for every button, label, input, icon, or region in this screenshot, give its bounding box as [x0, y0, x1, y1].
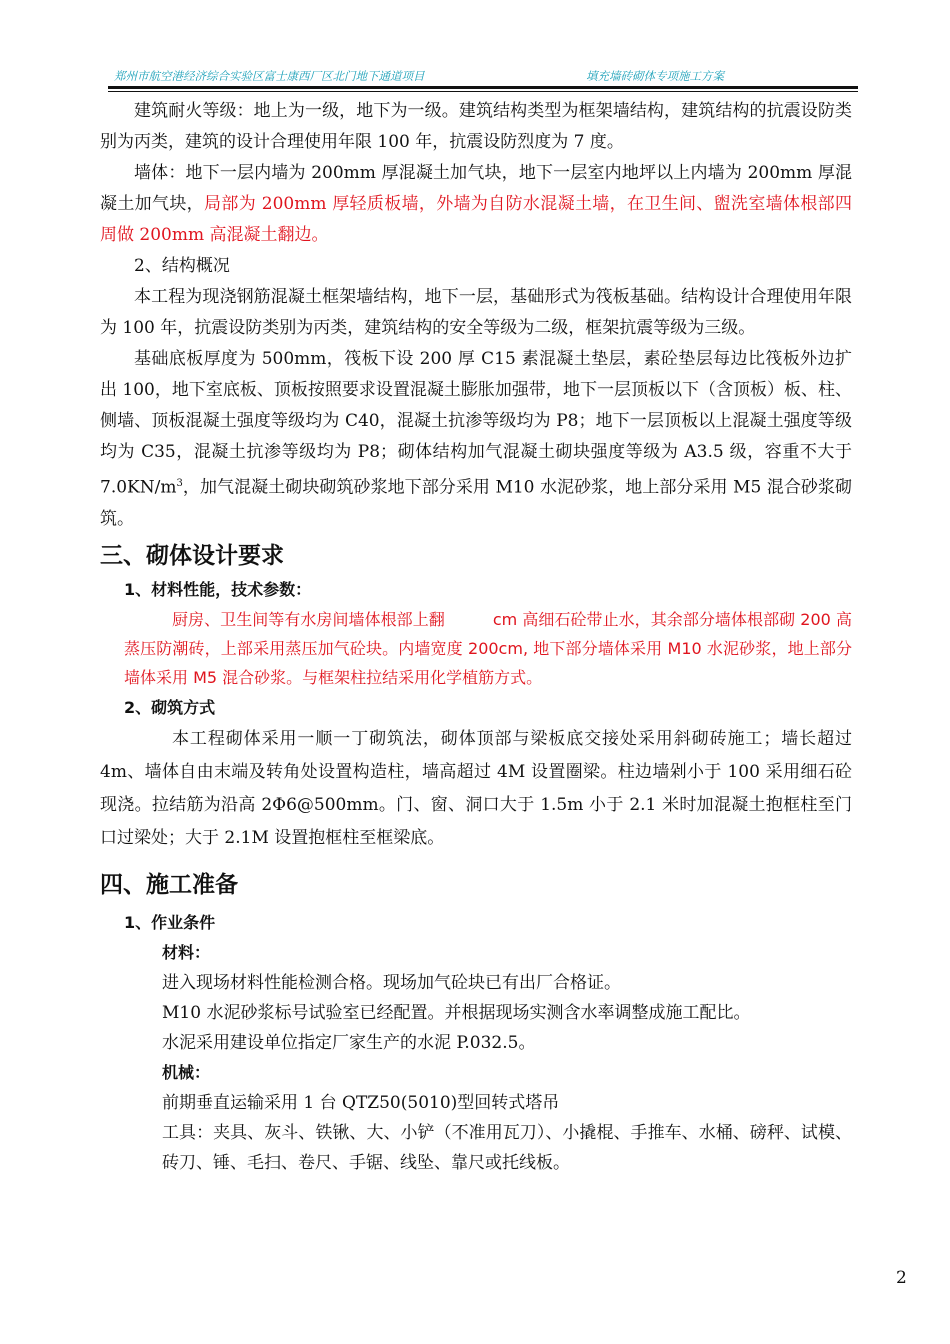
- materials-text-a: 厨房、卫生间等有水房间墙体根部上翻: [172, 609, 445, 629]
- machinery-item: 工具：夹具、灰斗、铁锹、大、小铲（不准用瓦刀）、小撬棍、手推车、水桶、磅秤、试模、砖刀、锤、毛扫、卷尺、手锯、线坠、靠尺或托线板。: [162, 1122, 852, 1173]
- foundation-text-cont: ，加气混凝土砌块砌筑砂浆地下部分采用 M10 水泥砂浆，地上部分采用 M5 混合砂浆砌筑。: [100, 477, 852, 529]
- subsection-masonry-method: 2、砌筑方式: [124, 697, 216, 717]
- subheading-structure: 2、结构概况: [134, 256, 230, 276]
- materials-item: 进入现场材料性能检测合格。现场加气砼块已有出厂合格证。: [162, 972, 621, 993]
- paragraph-materials: [100, 605, 852, 692]
- materials-list: [100, 968, 852, 1058]
- materials-text-b: cm 高细石砼带止水，其余部分墙体根部砌 200 高蒸压防潮砖，上部采用蒸压加气砼块。内墙宽度 200cm, 地下部分墙体采用 M10 水泥砂浆，地上部分墙体采用 M5 混合砂浆。与框架柱拉结采用化学植筋方式。: [124, 609, 852, 687]
- header-rule-thin: [108, 91, 858, 92]
- foundation-text: 基础底板厚度为 500mm，筏板下设 200 厚 C15 素混凝土垫层，素砼垫层每边比筏板外边扩出 100，地下室底板、顶板按照要求设置混凝土膨胀加强带，地下一层顶板以下（含顶板）板、柱、侧墙、顶板混凝土强度等级均为 C40，混凝土抗渗等级均为 P8；地下一层顶板以上混凝土强度等级均为 C35，混凝土抗渗等级均为 P8；砌体结构加气混凝土砌块强度等级为 A3.5 级，容重不大于 7.0KN/m: [100, 349, 852, 498]
- materials-item: M10 水泥砂浆标号试验室已经配置。并根据现场实测含水率调整成施工配比。: [162, 1002, 751, 1023]
- walls-text: 墙体：地下一层内墙为 200mm 厚混凝土加气块，地下一层室内地坪以上内墙为 200mm 厚混凝土加气块，: [100, 163, 852, 214]
- header-project-title: 郑州市航空港经济综合实验区富士康西厂区北门地下通道项目: [114, 69, 425, 83]
- paragraph-fire-rating: 建筑耐火等级：地上为一级，地下为一级。建筑结构类型为框架墙结构，建筑结构的抗震设防类别为丙类，建筑的设计合理使用年限 100 年，抗震设防烈度为 7 度。: [100, 101, 852, 152]
- subsection-materials: 1、材料性能，技术参数：: [124, 579, 312, 599]
- paragraph-masonry-method: 本工程砌体采用一顺一丁砌筑法，砌体顶部与梁板底交接处采用斜砌砖施工；墙长超过 4m、墙体自由末端及转角处设置构造柱，墙高超过 4M 设置圈梁。柱边墙剁小于 100 采用细石砼现浇。拉结筋为沿高 2Φ6@500mm。门、窗、洞口大于 1.5m 小于 2.1 米时加混凝土抱框柱至门口过梁处；大于 2.1M 设置抱框柱至框梁底。: [100, 728, 852, 848]
- paragraph-foundation: [100, 344, 852, 535]
- header-document-title: 填充墙砖砌体专项施工方案: [586, 69, 724, 83]
- label-machinery: 机械：: [162, 1062, 211, 1082]
- walls-highlight: 局部为 200mm 厚轻质板墙，外墙为自防水混凝土墙，在卫生间、盥洗室墙体根部四周做 200mm 高混凝土翻边。: [100, 194, 853, 245]
- header-rule: [108, 86, 858, 89]
- materials-item: 水泥采用建设单位指定厂家生产的水泥 P.032.5。: [162, 1032, 536, 1053]
- running-header: [108, 66, 858, 86]
- label-materials: 材料：: [162, 942, 211, 962]
- section-heading-3: 三、砌体设计要求: [100, 542, 284, 569]
- page-content: [100, 96, 852, 1178]
- machinery-item: 前期垂直运输采用 1 台 QTZ50(5010)型回转式塔吊: [162, 1092, 560, 1113]
- machinery-list: [100, 1088, 852, 1178]
- subsection-work-conditions: 1、作业条件: [124, 912, 216, 932]
- section-heading-4: 四、施工准备: [100, 871, 238, 898]
- page-number: 2: [896, 1268, 907, 1288]
- superscript: 3: [176, 478, 183, 489]
- paragraph-walls: [100, 158, 852, 251]
- paragraph-structure: 本工程为现浇钢筋混凝土框架墙结构，地下一层，基础形式为筏板基础。结构设计合理使用年限为 100 年，抗震设防类别为丙类，建筑结构的安全等级为二级，框架抗震等级为三级。: [100, 287, 852, 338]
